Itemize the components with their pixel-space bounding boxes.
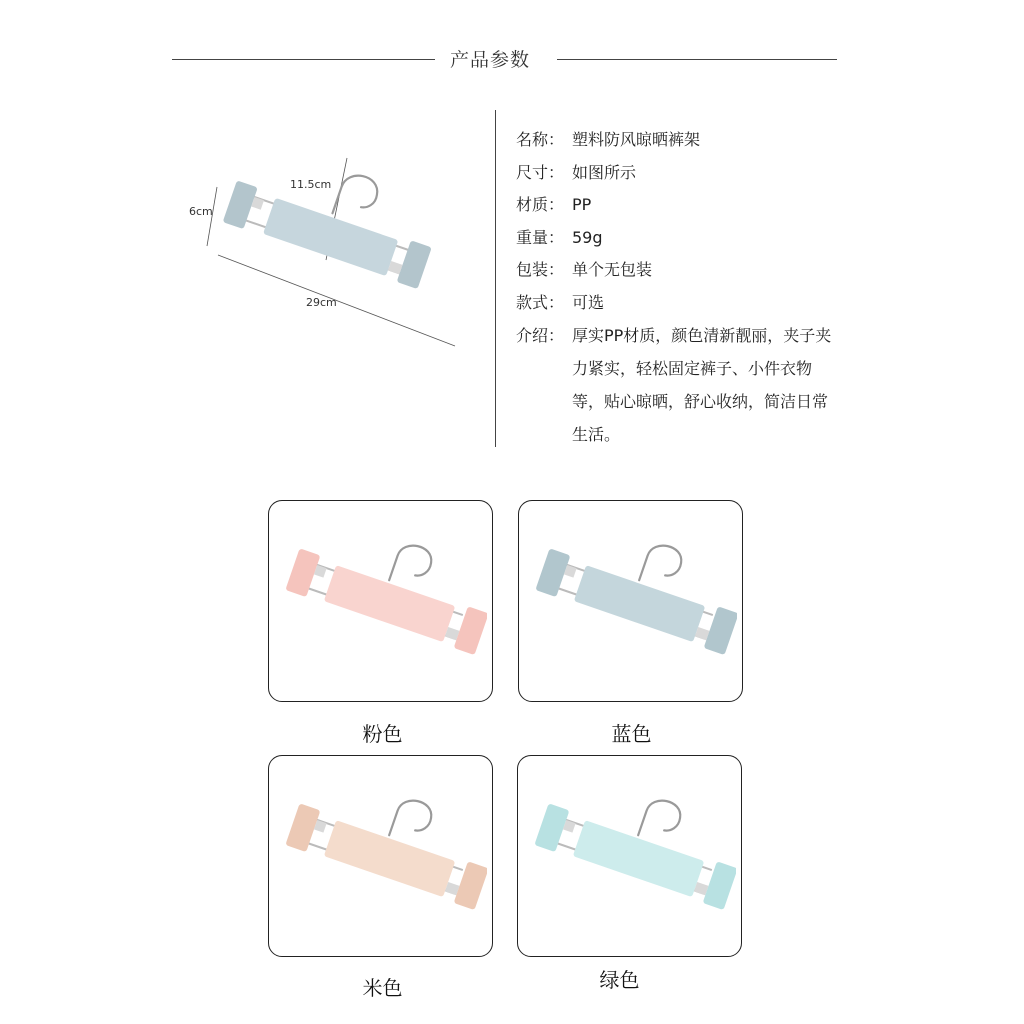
hanger-illustration (527, 531, 737, 681)
hook (639, 541, 685, 592)
variant-card-green[interactable] (517, 755, 742, 957)
spec-value: 可选 (572, 292, 605, 312)
hook (389, 541, 435, 592)
diagram-hanger (223, 150, 447, 289)
spec-key: 名称： (516, 130, 565, 149)
spec-row-intro (516, 319, 836, 451)
spec-key: 尺寸： (516, 162, 565, 182)
title-rule-right (557, 59, 837, 60)
title-rule-left (172, 59, 435, 60)
hanger (534, 786, 736, 910)
variant-label-green: 绿色 (599, 968, 640, 992)
spec-key: 包装： (516, 260, 565, 279)
spec-row-name (516, 126, 836, 159)
spec-row-weight (516, 224, 836, 257)
height-dimension-label: 6cm (189, 205, 213, 218)
hanger (535, 531, 737, 655)
spec-row-style (516, 289, 836, 322)
hook-dimension-label: 11.5cm (290, 178, 332, 191)
hanger (285, 531, 487, 655)
spec-value: 59g (572, 227, 603, 247)
spec-key: 介绍： (516, 326, 565, 345)
hanger-illustration (526, 786, 736, 936)
spec-list (516, 126, 836, 451)
spec-key: 材质： (516, 195, 565, 214)
dimension-diagram (180, 150, 480, 350)
vertical-divider (495, 110, 496, 447)
hanger-illustration (277, 786, 487, 936)
spec-description: 厚实PP材质，颜色清新靓丽，夹子夹力紧实，轻松固定裤子、小件衣物等，贴心晾晒，舒心收纳，简洁日常生活。 (572, 326, 832, 444)
spec-value: PP (572, 195, 592, 214)
spec-row-packaging (516, 256, 836, 289)
variant-label-blue: 蓝色 (611, 722, 652, 746)
spec-row-material (516, 191, 836, 224)
spec-key: 重量： (516, 227, 565, 247)
spec-value: 单个无包装 (572, 260, 653, 279)
hanger-illustration (277, 531, 487, 681)
variant-card-beige[interactable] (268, 755, 493, 957)
diagram-hanger-body (263, 198, 398, 276)
variant-label-beige: 米色 (362, 976, 403, 1000)
spec-key: 款式： (516, 292, 565, 312)
variant-label-pink: 粉色 (362, 722, 403, 746)
variant-card-blue[interactable] (518, 500, 743, 702)
spec-row-size (516, 159, 836, 192)
hanger (285, 786, 487, 910)
diagram-hook (332, 171, 381, 226)
hook (389, 796, 435, 847)
spec-value: 塑料防风晾晒裤架 (572, 130, 701, 149)
variant-card-pink[interactable] (268, 500, 493, 702)
section-title: 产品参数 (449, 49, 530, 71)
hook (638, 796, 684, 847)
spec-value: 如图所示 (572, 162, 637, 182)
width-dimension-label: 29cm (306, 296, 337, 309)
